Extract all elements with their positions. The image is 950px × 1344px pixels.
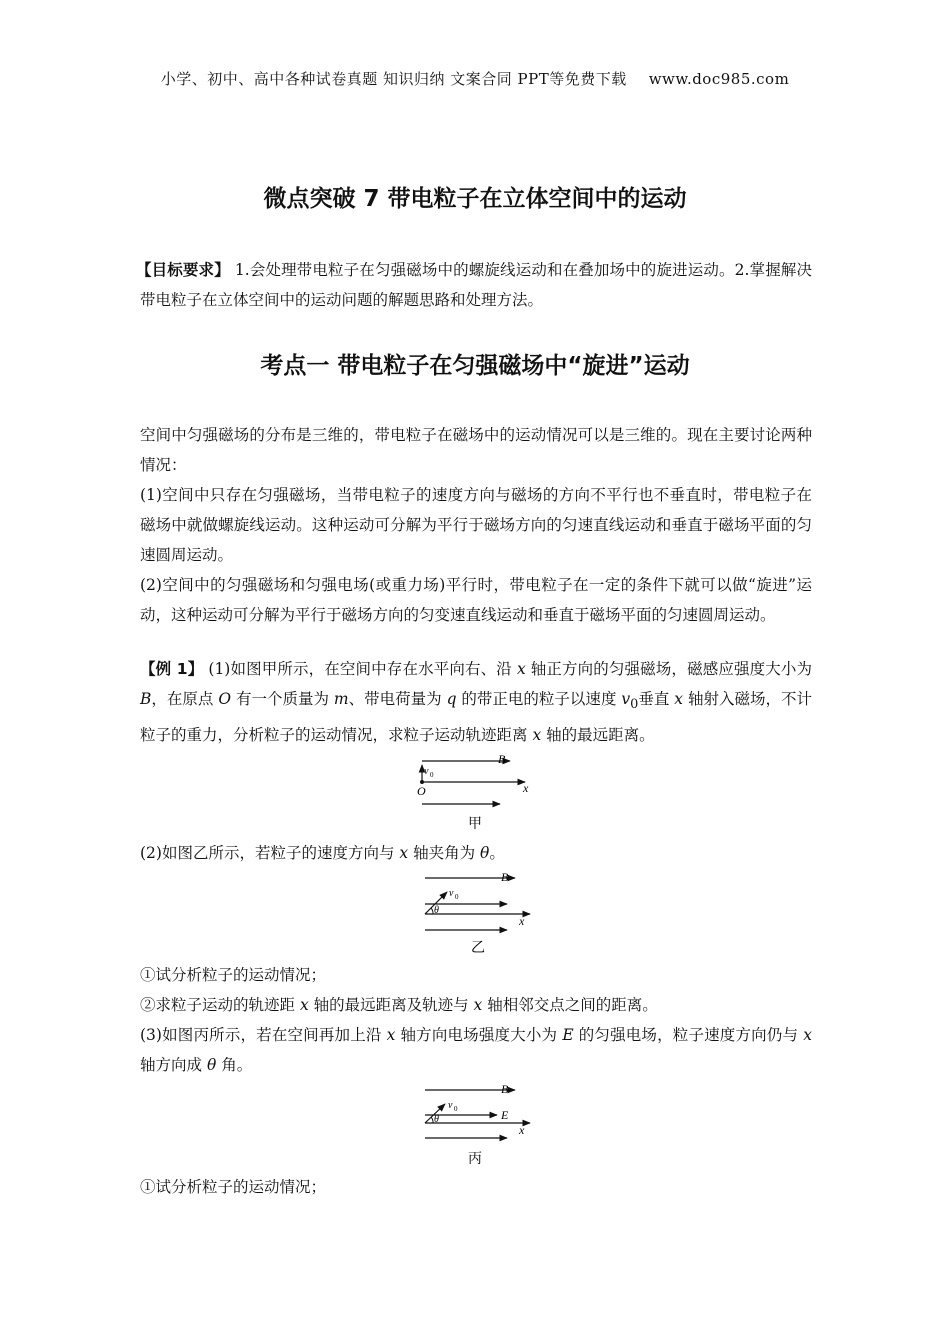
page-header	[0, 68, 950, 89]
symbol-x: x	[674, 690, 684, 708]
q2-text: 。	[489, 844, 505, 862]
q3-text: 轴方向电场强度大小为	[395, 1026, 563, 1044]
q1-text: (1)如图甲所示，在空间中存在水平向右、沿	[203, 660, 517, 678]
label-theta: θ	[434, 905, 439, 916]
q2-2-text: ②求粒子运动的轨迹距	[140, 996, 300, 1014]
symbol-v: v	[621, 690, 631, 708]
q2-text: (2)如图乙所示，若粒子的速度方向与	[140, 844, 400, 862]
symbol-x: x	[532, 726, 542, 745]
objective-text: 1.会处理带电粒子在匀强磁场中的螺旋线运动和在叠加场中的旋进运动。2.掌握解决带电粒子在立体空间中的运动问题的解题思路和处理方法。	[140, 261, 812, 309]
objective-label: 【目标要求】	[136, 261, 230, 279]
symbol-x: x	[473, 996, 483, 1014]
example-1-question-1	[140, 654, 812, 750]
symbol-x: x	[516, 660, 526, 678]
objective-paragraph	[136, 255, 812, 315]
label-v0: v	[424, 766, 429, 777]
symbol-subscript: 0	[630, 697, 639, 713]
example-1-question-2	[140, 838, 812, 868]
symbol-O: O	[218, 690, 232, 708]
symbol-theta: θ	[206, 1056, 217, 1074]
q1-text: ，在原点	[151, 690, 219, 708]
q1-text: 轴的最远距离。	[541, 726, 655, 745]
symbol-E: E	[562, 1026, 574, 1044]
label-x: x	[519, 1123, 525, 1137]
label-v0: v	[448, 1100, 453, 1111]
label-v0-sub: 0	[430, 771, 434, 779]
label-v0: v	[449, 888, 454, 899]
figure-yi	[415, 868, 545, 958]
q2-2-text: 轴相邻交点之间的距离。	[482, 996, 658, 1014]
header-text: 小学、初中、高中各种试卷真题 知识归纳 文案合同 PPT等免费下载	[160, 70, 627, 88]
q1-text: 轴正方向的匀强磁场，磁感应强度大小为	[525, 660, 812, 678]
q1-text: 、带电荷量为	[348, 690, 447, 708]
figure-caption: 乙	[471, 941, 485, 956]
symbol-x: x	[386, 1026, 396, 1044]
example-label: 【例 1】	[140, 660, 204, 678]
q1-text: 垂直	[638, 690, 675, 708]
q1-text: 轴射入磁场，不计粒子的重力，分析粒子的运动情况，求粒子运动轨迹距离	[140, 690, 812, 745]
example-1-question-2-1: ①试分析粒子的运动情况；	[140, 966, 327, 984]
q3-text: 轴方向成	[140, 1056, 207, 1074]
symbol-theta: θ	[480, 844, 490, 862]
example-1-question-3	[140, 1020, 812, 1080]
q2-2-text: 轴的最远距离及轨迹与	[308, 996, 474, 1014]
q1-text: 的带正电的粒子以速度	[456, 690, 622, 708]
example-1-question-2-2	[140, 990, 812, 1020]
label-x: x	[519, 914, 525, 928]
symbol-x: x	[399, 844, 409, 862]
label-B: B	[501, 870, 509, 884]
label-O: O	[417, 784, 426, 798]
label-x: x	[523, 781, 529, 795]
figure-caption: 丙	[468, 1152, 482, 1167]
q3-text: 的匀强电场，粒子速度方向仍与	[573, 1026, 804, 1044]
symbol-x: x	[299, 996, 309, 1014]
q2-text: 轴夹角为	[408, 844, 480, 862]
q3-text: (3)如图丙所示，若在空间再加上沿	[140, 1026, 387, 1044]
figure-caption: 甲	[468, 817, 482, 832]
q1-text: 有一个质量为	[231, 690, 334, 708]
label-E: E	[501, 1108, 509, 1122]
label-v0-sub: 0	[454, 1105, 458, 1113]
angle-arc	[431, 908, 433, 914]
label-B: B	[498, 752, 506, 766]
page-title: 微点突破 7 带电粒子在立体空间中的运动	[263, 186, 687, 212]
section-title: 考点一 带电粒子在匀强磁场中“旋进”运动	[260, 353, 690, 379]
case-1-paragraph: (1)空间中只存在匀强磁场，当带电粒子的速度方向与磁场的方向不平行也不垂直时，带电粒子在磁场中就做螺旋线运动。这种运动可分解为平行于磁场方向的匀速直线运动和垂直于磁场平面的匀速圆周运动。	[140, 486, 812, 564]
figure-jia	[410, 752, 540, 834]
label-B: B	[501, 1082, 509, 1096]
label-v0-sub: 0	[455, 893, 459, 901]
symbol-x: x	[803, 1026, 812, 1044]
q3-text: 角。	[216, 1056, 253, 1074]
symbol-m: m	[333, 690, 349, 708]
symbol-B: B	[140, 690, 152, 708]
label-theta: θ	[434, 1114, 439, 1125]
angle-arc	[431, 1117, 433, 1123]
figure-bing	[415, 1080, 545, 1170]
example-1-question-3-1: ①试分析粒子的运动情况；	[140, 1178, 327, 1196]
header-site[interactable]: www.doc985.com	[648, 70, 790, 88]
symbol-q: q	[446, 690, 457, 708]
intro-paragraph: 空间中匀强磁场的分布是三维的，带电粒子在磁场中的运动情况可以是三维的。现在主要讨论两种情况：	[140, 426, 812, 474]
case-2-paragraph: (2)空间中的匀强磁场和匀强电场(或重力场)平行时，带电粒子在一定的条件下就可以做“旋进”运动，这种运动可分解为平行于磁场方向的匀变速直线运动和垂直于磁场平面的匀速圆周运动。	[140, 576, 812, 624]
